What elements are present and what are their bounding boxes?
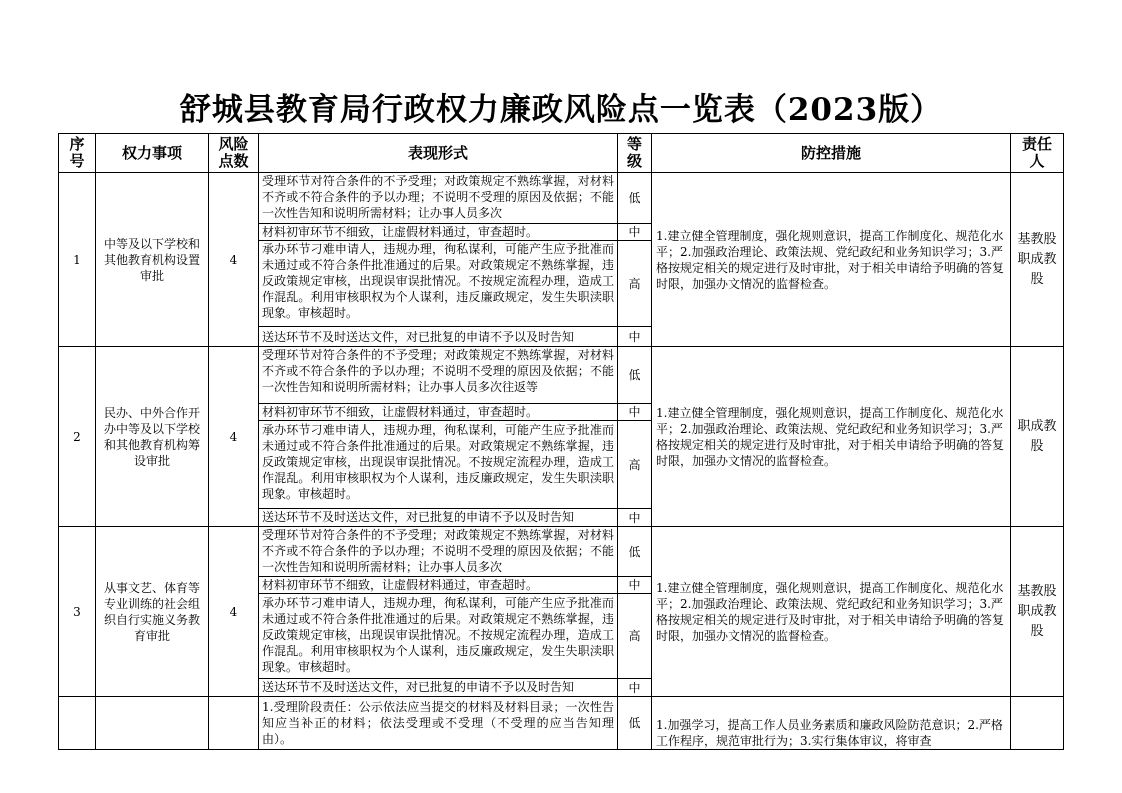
row-measures: 1.建立健全管理制度，强化规则意识，提高工作制度化、规范化水平；2.加强政治理论、政策法规、党纪政纪和业务知识学习；3.严格按规定相关的规定进行及时审批，对于相关申请给予明确的答复时限，加强办文情况的监督检查。 [652, 173, 1011, 347]
row-item: 民办、中外合作开办中等及以下学校和其他教育机构筹设审批 [96, 347, 209, 527]
risk-form [259, 404, 618, 421]
risk-level: 高 [618, 594, 652, 679]
risk-level: 中 [618, 327, 652, 347]
risk-form-text: 承办环节刁难申请人，违规办理，徇私谋利，可能产生应予批准而未通过或不符合条件批准通过的后果。对政策规定不熟练掌握，违反政策规定审核，出现误审误批情况。不按规定流程办理，造成工作混乱。利用审核职权为个人谋利，违反廉政规定，发生失职渎职现象。审核超时。 [262, 242, 614, 320]
row-seq: 2 [59, 347, 96, 527]
header-seq: 序号 [59, 134, 96, 173]
row-measures [652, 697, 1011, 750]
risk-form-text: 送达环节不及时送达文件，对已批复的申请不予以及时告知 [262, 680, 575, 694]
row-risk-count: 4 [209, 527, 259, 697]
risk-form-text: 受理环节对符合条件的不予受理；对政策规定不熟练掌握，对材料不齐或不符合条件的予以办理；不说明不受理的原因及依据；不能一次性告知和说明所需材料；让办事人员多次 [262, 174, 614, 220]
row-seq: 3 [59, 527, 96, 697]
table-row [59, 347, 1064, 404]
risk-form [259, 679, 618, 697]
row-measures: 1.建立健全管理制度，强化规则意识，提高工作制度化、规范化水平；2.加强政治理论、政策法规、党纪政纪和业务知识学习；3.严格按规定相关的规定进行及时审批，对于相关申请给予明确的答复时限，加强办文情况的监督检查。 [652, 347, 1011, 527]
risk-level: 中 [618, 404, 652, 421]
risk-form [259, 527, 618, 577]
risk-form-text: 材料初审环节不细致，让虚假材料通过，审查超时。 [262, 225, 539, 239]
row-seq: 1 [59, 173, 96, 347]
row-responsible: 职成教股 [1011, 347, 1064, 527]
risk-form-text: 受理环节对符合条件的不予受理；对政策规定不熟练掌握，对材料不齐或不符合条件的予以办理；不说明不受理的原因及依据；不能一次性告知和说明所需材料；让办事人员多次 [262, 528, 614, 574]
risk-level: 高 [618, 421, 652, 509]
risk-form [259, 224, 618, 241]
risk-form [259, 241, 618, 327]
risk-form [259, 347, 618, 404]
row-measures: 1.建立健全管理制度，强化规则意识，提高工作制度化、规范化水平；2.加强政治理论、政策法规、党纪政纪和业务知识学习；3.严格按规定相关的规定进行及时审批，对于相关申请给予明确的答复时限，加强办文情况的监督检查。 [652, 527, 1011, 697]
risk-level: 中 [618, 224, 652, 241]
risk-level: 低 [618, 347, 652, 404]
risk-level: 中 [618, 577, 652, 594]
header-form: 表现形式 [259, 134, 618, 173]
row-risk-count [209, 697, 259, 750]
row-seq [59, 697, 96, 750]
risk-form-text: 材料初审环节不细致，让虚假材料通过，审查超时。 [262, 405, 539, 419]
risk-form-text: 承办环节刁难申请人，违规办理，徇私谋利，可能产生应予批准而未通过或不符合条件批准通过的后果。对政策规定不熟练掌握，违反政策规定审核，出现误审误批情况。不按规定流程办理，造成工作混乱。利用审核职权为个人谋利，违反廉政规定，发生失职渎职现象。审核超时。 [262, 596, 614, 674]
risk-level: 低 [618, 173, 652, 224]
header-responsible: 责任人 [1011, 134, 1064, 173]
risk-form [259, 327, 618, 347]
risk-level: 中 [618, 509, 652, 527]
header-risk-count: 风险点数 [209, 134, 259, 173]
table-header-row [59, 134, 1064, 173]
table-row [59, 697, 1064, 750]
row-risk-count: 4 [209, 347, 259, 527]
risk-table [58, 133, 1064, 750]
risk-level: 中 [618, 679, 652, 697]
risk-form-text: 1.受理阶段责任：公示依法应当提交的材料及材料目录；一次性告知应当补正的材料；依法受理或不受理（不受理的应当告知理由）。 [262, 700, 614, 746]
table-row [59, 173, 1064, 224]
risk-form-text: 材料初审环节不细致，让虚假材料通过，审查超时。 [262, 578, 539, 592]
risk-level: 低 [618, 527, 652, 577]
page-title: 舒城县教育局行政权力廉政风险点一览表（2023版） [179, 92, 943, 128]
header-measures: 防控措施 [652, 134, 1011, 173]
row-measures-text: 1.加强学习，提高工作人员业务素质和廉政风险防范意识；2.严格工作程序，规范审批行为；3.实行集体审议，将审查 [656, 718, 1003, 748]
risk-form-text: 受理环节对符合条件的不予受理；对政策规定不熟练掌握，对材料不齐或不符合条件的予以办理；不说明不受理的原因及依据；不能一次性告知和说明所需材料；让办事人员多次往返等 [262, 348, 614, 394]
row-responsible [1011, 697, 1064, 750]
risk-form [259, 421, 618, 509]
header-level: 等级 [618, 134, 652, 173]
risk-form [259, 577, 618, 594]
header-item: 权力事项 [96, 134, 209, 173]
row-item: 中等及以下学校和其他教育机构设置审批 [96, 173, 209, 347]
row-risk-count: 4 [209, 173, 259, 347]
risk-form-text: 送达环节不及时送达文件，对已批复的申请不予以及时告知 [262, 510, 575, 524]
risk-form [259, 594, 618, 679]
risk-form [259, 173, 618, 224]
risk-form [259, 697, 618, 750]
risk-level: 低 [618, 697, 652, 750]
risk-form-text: 承办环节刁难申请人，违规办理，徇私谋利，可能产生应予批准而未通过或不符合条件批准通过的后果。对政策规定不熟练掌握，违反政策规定审核，出现误审误批情况。不按规定流程办理，造成工作混乱。利用审核职权为个人谋利，违反廉政规定，发生失职渎职现象。审核超时。 [262, 423, 614, 501]
risk-form [259, 509, 618, 527]
row-item [96, 697, 209, 750]
risk-level: 高 [618, 241, 652, 327]
row-responsible: 基教股职成教股 [1011, 173, 1064, 347]
row-item: 从事文艺、体育等专业训练的社会组织自行实施义务教育审批 [96, 527, 209, 697]
table-row [59, 527, 1064, 577]
risk-form-text: 送达环节不及时送达文件，对已批复的申请不予以及时告知 [262, 330, 575, 344]
row-responsible: 基教股职成教股 [1011, 527, 1064, 697]
